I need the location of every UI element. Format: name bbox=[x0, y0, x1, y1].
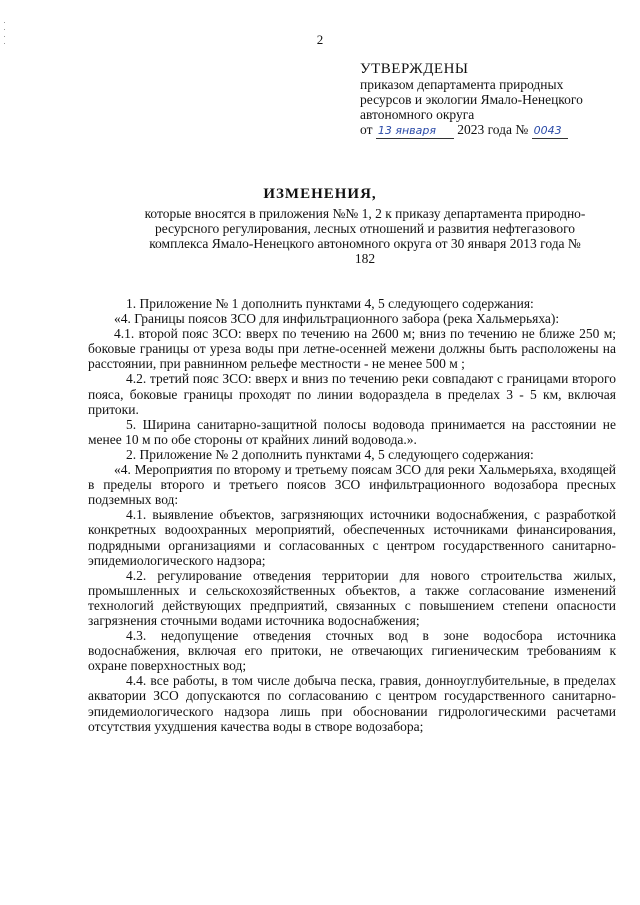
paragraph: «4. Мероприятия по второму и третьему поясам ЗСО для реки Хальмерьяха, входящей в пределы второго и третьего поясов ЗСО инфильтрационного водозабора пресных подземных вод: bbox=[88, 462, 616, 508]
approval-line: автономного округа bbox=[360, 107, 475, 122]
year-text: 2023 года № bbox=[457, 122, 529, 137]
paragraph: 1. Приложение № 1 дополнить пунктами 4, 5 следующего содержания: bbox=[126, 296, 534, 311]
document-body bbox=[88, 296, 616, 734]
approval-block bbox=[360, 62, 620, 139]
paragraph: 5. Ширина санитарно-защитной полосы водовода принимается на расстоянии не менее 10 м по обе стороны от крайних линий водовода.». bbox=[88, 416, 616, 447]
paragraph: 4.2. регулирование отведения территории для нового строительства жилых, промышленных и сельскохозяйственных объектов, а также согласование изменений технологий действующих предприятий, связанных с повышением степени опасности загрязнения сточными водами источника водоснабжения; bbox=[88, 567, 616, 628]
paragraph: 4.1. второй пояс ЗСО: вверх по течению на 2600 м; вниз по течению не ближе 250 м; боковые границы от уреза воды при летне-осенней межени должны быть расположены на расстоянии, при равнинном рельефе местности - не менее 500 м ; bbox=[88, 326, 616, 372]
handwritten-date: 13 января bbox=[376, 123, 454, 139]
document-title: ИЗМЕНЕНИЯ, bbox=[263, 186, 377, 202]
paragraph: 4.2. третий пояс ЗСО: вверх и вниз по течению реки совпадают с границами второго пояса, боковые границы проходят по линии водораздела в пределах 3 - 5 км, включая притоки. bbox=[88, 371, 616, 417]
paragraph: «4. Границы поясов ЗСО для инфильтрационного забора (река Хальмерьяха): bbox=[114, 311, 560, 327]
approval-line: ресурсов и экологии Ямало-Ненецкого bbox=[360, 92, 583, 107]
page-number: 2 bbox=[316, 32, 324, 47]
order-date-line bbox=[360, 122, 620, 139]
approval-line: приказом департамента природных bbox=[360, 77, 564, 92]
paragraph: 4.4. все работы, в том числе добыча песка, гравия, донноуглубительные, в пределах акватории ЗСО допускаются по согласованию с центром государственного санитарно-эпидемиологического надзора лишь при обосновании гидрологическими расчетами отсутствия ухудшения качества воды в створе водозабора; bbox=[88, 673, 616, 734]
document-subtitle: которые вносятся в приложения №№ 1, 2 к приказу департамента природно-ресурсного регулирования, лесных отношений и развития нефтегазового комплекса Ямало-Ненецкого автономного округа от 30 января 2013 года № 182 bbox=[144, 206, 586, 266]
from-prefix: от bbox=[360, 122, 373, 137]
paragraph: 2. Приложение № 2 дополнить пунктами 4, 5 следующего содержания: bbox=[126, 446, 534, 462]
handwritten-number: 0043 bbox=[532, 123, 568, 139]
paragraph: 4.1. выявление объектов, загрязняющих источники водоснабжения, с разработкой конкретных водоохранных мероприятий, обеспеченных источниками финансирования, подрядными организациями и согласованных с центром государственного санитарно-эпидемиологического надзора; bbox=[88, 507, 616, 568]
paragraph: 4.3. недопущение отведения сточных вод в зоне водосбора источника водоснабжения, включая его притоки, не отвечающих гигиеническим требованиям к охране поверхностных вод; bbox=[88, 628, 616, 674]
approval-title: УТВЕРЖДЕНЫ bbox=[360, 61, 469, 77]
